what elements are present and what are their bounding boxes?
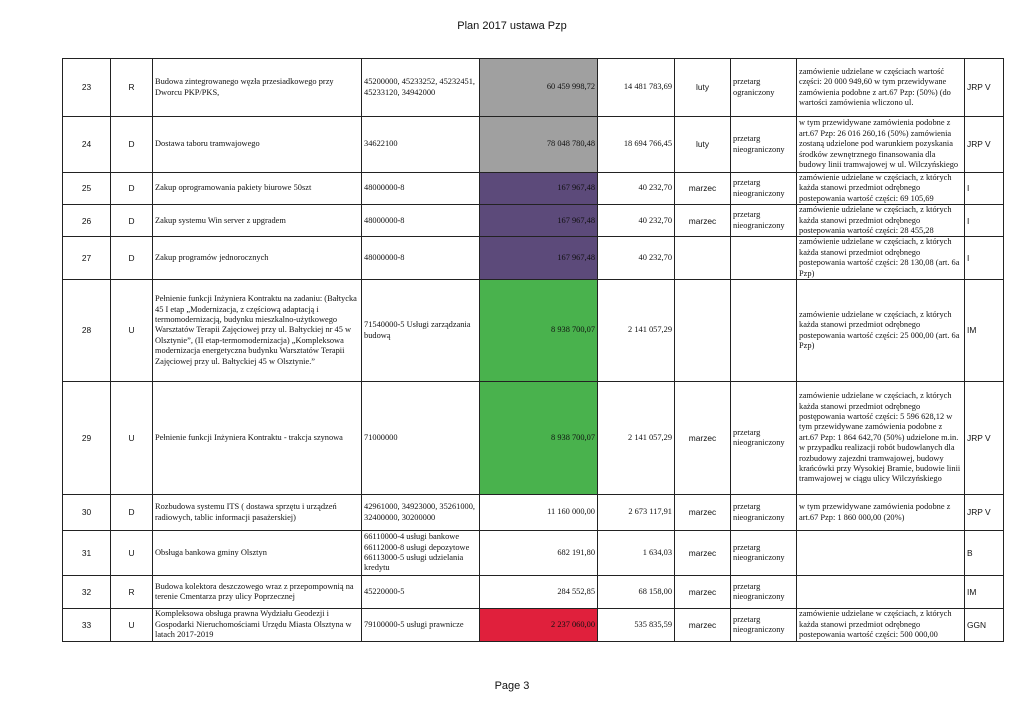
- row-value-pln: 60 459 998,72: [480, 59, 598, 117]
- row-type: D: [111, 495, 153, 531]
- table-row: [63, 382, 1004, 495]
- row-quarter: luty: [675, 59, 731, 117]
- row-cpv: 48000000-8: [362, 173, 480, 205]
- row-quarter: marzec: [675, 576, 731, 609]
- row-value-eur: 40 232,70: [598, 173, 675, 205]
- row-value-pln: 78 048 780,48: [480, 117, 598, 173]
- row-number: 25: [63, 173, 111, 205]
- row-cpv: 71540000-5 Usługi zarządzania budową: [362, 280, 480, 382]
- row-value-pln: 2 237 060,00: [480, 609, 598, 642]
- row-cpv: 45200000, 45233252, 45232451, 45233120, 34942000: [362, 59, 480, 117]
- row-name: Dostawa taboru tramwajowego: [153, 117, 362, 173]
- row-mode: przetarg nieograniczony: [731, 382, 797, 495]
- row-mode: przetarg nieograniczony: [731, 205, 797, 237]
- row-name: Rozbudowa systemu ITS ( dostawa sprzętu i urządzeń radiowych, tablic informacji pasażerskiej): [153, 495, 362, 531]
- row-value-pln: 11 160 000,00: [480, 495, 598, 531]
- row-quarter: marzec: [675, 495, 731, 531]
- table-row: [63, 280, 1004, 382]
- row-type: R: [111, 59, 153, 117]
- row-note: zamówienie udzielane w częściach, z których każda stanowi przedmiot odrębnego postepowania wartość części: 69 105,69: [797, 173, 965, 205]
- row-number: 28: [63, 280, 111, 382]
- row-name: Kompleksowa obsługa prawna Wydziału Geodezji i Gospodarki Nieruchomościami Urzędu Miasta Olsztyna w latach 2017-2019: [153, 609, 362, 642]
- row-value-pln: 284 552,85: [480, 576, 598, 609]
- row-type: U: [111, 531, 153, 576]
- row-note: [797, 531, 965, 576]
- row-number: 23: [63, 59, 111, 117]
- row-name: Zakup oprogramowania pakiety biurowe 50szt: [153, 173, 362, 205]
- table-row: [63, 237, 1004, 280]
- row-mode: przetarg nieograniczony: [731, 173, 797, 205]
- row-value-eur: 40 232,70: [598, 205, 675, 237]
- page-title: Plan 2017 ustawa Pzp: [457, 20, 567, 32]
- row-type: R: [111, 576, 153, 609]
- row-value-pln: 167 967,48: [480, 173, 598, 205]
- table-row: [63, 205, 1004, 237]
- table-row: [63, 495, 1004, 531]
- row-note: zamówienie udzielane w częściach, z których każda stanowi przedmiot odrębnego postepowania wartość części: 28 130,08 (art. 6a Pzp): [797, 237, 965, 280]
- row-cpv: 42961000, 34923000, 35261000, 32400000, 30200000: [362, 495, 480, 531]
- row-mode: przetarg nieograniczony: [731, 117, 797, 173]
- table-row: [63, 531, 1004, 576]
- row-quarter: marzec: [675, 531, 731, 576]
- row-quarter: marzec: [675, 609, 731, 642]
- row-note: zamówienie udzielane w częściach, z których każda stanowi przedmiot odrębnego postępowania wartość części: 5 596 628,12 w tym przewidywane zamówienia podobne z art.67 Pzp: 1 864 642,70 (50%) udzielone m.in. w przypadku realizacji robót budowlanych dla rozbudowy zajezdni tramwajowej, budowy krańcówki przy Wysokiej Bramie, budowie linii tramwajowej w ciągu ulicy Wilczyńskiego: [797, 382, 965, 495]
- row-value-eur: 68 158,00: [598, 576, 675, 609]
- row-type: D: [111, 205, 153, 237]
- row-cpv: 71000000: [362, 382, 480, 495]
- row-flag: GGN: [965, 609, 1004, 642]
- row-value-eur: 40 232,70: [598, 237, 675, 280]
- row-value-pln: 8 938 700,07: [480, 382, 598, 495]
- row-number: 33: [63, 609, 111, 642]
- row-mode: [731, 280, 797, 382]
- row-value-eur: 1 634,03: [598, 531, 675, 576]
- row-note: zamówienie udzielane w częściach wartość części: 20 000 949,60 w tym przewidywane zamówienia podobne z art.67 Pzp: (50%) (do wartości zamówienia wliczono ul.: [797, 59, 965, 117]
- row-type: D: [111, 237, 153, 280]
- row-number: 31: [63, 531, 111, 576]
- row-note: w tym przewidywane zamówienia podobne z art.67 Pzp: 26 016 260,16 (50%) zamówienia zostaną udzielone pod warunkiem pozyskania środków zewnętrznego finansowania dla budowy linii tramwajowej w ul. Wilczyńskiego: [797, 117, 965, 173]
- row-number: 32: [63, 576, 111, 609]
- row-name: Obsługa bankowa gminy Olsztyn: [153, 531, 362, 576]
- row-value-pln: 8 938 700,07: [480, 280, 598, 382]
- row-note: zamówienie udzielane w częściach, z których każda stanowi przedmiot odrębnego postepowania wartość części: 28 455,28: [797, 205, 965, 237]
- row-value-eur: 535 835,59: [598, 609, 675, 642]
- page-number: Page 3: [494, 680, 530, 692]
- row-type: U: [111, 609, 153, 642]
- row-mode: przetarg nieograniczony: [731, 495, 797, 531]
- row-quarter: [675, 280, 731, 382]
- row-mode: przetarg nieograniczony: [731, 609, 797, 642]
- row-flag: I: [965, 237, 1004, 280]
- row-type: D: [111, 117, 153, 173]
- row-flag: JRP V: [965, 495, 1004, 531]
- row-number: 24: [63, 117, 111, 173]
- row-name: Pełnienie funkcji Inżyniera Kontraktu - trakcja szynowa: [153, 382, 362, 495]
- row-quarter: marzec: [675, 173, 731, 205]
- row-quarter: luty: [675, 117, 731, 173]
- row-value-eur: 18 694 766,45: [598, 117, 675, 173]
- procurement-plan-table: [62, 58, 1004, 642]
- row-value-eur: 14 481 783,69: [598, 59, 675, 117]
- row-mode: przetarg nieograniczony: [731, 531, 797, 576]
- row-value-eur: 2 141 057,29: [598, 280, 675, 382]
- row-value-eur: 2 141 057,29: [598, 382, 675, 495]
- row-value-eur: 2 673 117,91: [598, 495, 675, 531]
- row-name: Zakup systemu Win server z upgradem: [153, 205, 362, 237]
- row-number: 26: [63, 205, 111, 237]
- row-cpv: 66110000-4 usługi bankowe 66112000-8 usługi depozytowe 66113000-5 usługi udzielania kredytu: [362, 531, 480, 576]
- row-cpv: 34622100: [362, 117, 480, 173]
- row-cpv: 79100000-5 usługi prawnicze: [362, 609, 480, 642]
- table-row: [63, 609, 1004, 642]
- row-mode: przetarg nieograniczony: [731, 576, 797, 609]
- table-row: [63, 576, 1004, 609]
- row-mode: przetarg ograniczony: [731, 59, 797, 117]
- row-value-pln: 167 967,48: [480, 237, 598, 280]
- row-flag: IM: [965, 576, 1004, 609]
- row-flag: I: [965, 205, 1004, 237]
- row-flag: JRP V: [965, 59, 1004, 117]
- row-quarter: marzec: [675, 205, 731, 237]
- row-type: D: [111, 173, 153, 205]
- row-flag: I: [965, 173, 1004, 205]
- row-note: zamówienie udzielane w częściach, z których każda stanowi przedmiot odrębnego postepowania wartość części: 500 000,00: [797, 609, 965, 642]
- row-name: Pełnienie funkcji Inżyniera Kontraktu na zadaniu: (Bałtycka 45 I etap „Modernizacja, z częściową adaptacją i termomodernizacją, budynku mieszkalno-użytkowego Warsztatów Terapii Zajęciowej przy ul. Bałtyckiej nr 45 w Olsztynie”, (II etap-termomodernizacja) „Kompleksowa modernizacja energetyczna budynku Warsztatów Terapii Zajęciowej przy ul. Bałtyckiej 45 w Olsztynie.”: [153, 280, 362, 382]
- row-note: w tym przewidywane zamówienia podobne z art.67 Pzp: 1 860 000,00 (20%): [797, 495, 965, 531]
- row-note: [797, 576, 965, 609]
- row-quarter: marzec: [675, 382, 731, 495]
- row-mode: [731, 237, 797, 280]
- row-note: zamówienie udzielane w częściach, z których każda stanowi przedmiot odrębnego postepowania wartość części: 25 000,00 (art. 6a Pzp): [797, 280, 965, 382]
- row-name: Budowa kolektora deszczowego wraz z przepompownią na terenie Cmentarza przy ulicy Poprzecznej: [153, 576, 362, 609]
- row-cpv: 48000000-8: [362, 205, 480, 237]
- row-flag: JRP V: [965, 382, 1004, 495]
- row-number: 27: [63, 237, 111, 280]
- row-quarter: [675, 237, 731, 280]
- table-row: [63, 59, 1004, 117]
- row-number: 29: [63, 382, 111, 495]
- row-flag: JRP V: [965, 117, 1004, 173]
- table-row: [63, 117, 1004, 173]
- row-type: U: [111, 280, 153, 382]
- row-value-pln: 167 967,48: [480, 205, 598, 237]
- row-type: U: [111, 382, 153, 495]
- row-cpv: 45220000-5: [362, 576, 480, 609]
- row-number: 30: [63, 495, 111, 531]
- row-flag: IM: [965, 280, 1004, 382]
- row-name: Budowa zintegrowanego węzła przesiadkowego przy Dworcu PKP/PKS,: [153, 59, 362, 117]
- row-flag: B: [965, 531, 1004, 576]
- row-cpv: 48000000-8: [362, 237, 480, 280]
- row-name: Zakup programów jednorocznych: [153, 237, 362, 280]
- row-value-pln: 682 191,80: [480, 531, 598, 576]
- table-row: [63, 173, 1004, 205]
